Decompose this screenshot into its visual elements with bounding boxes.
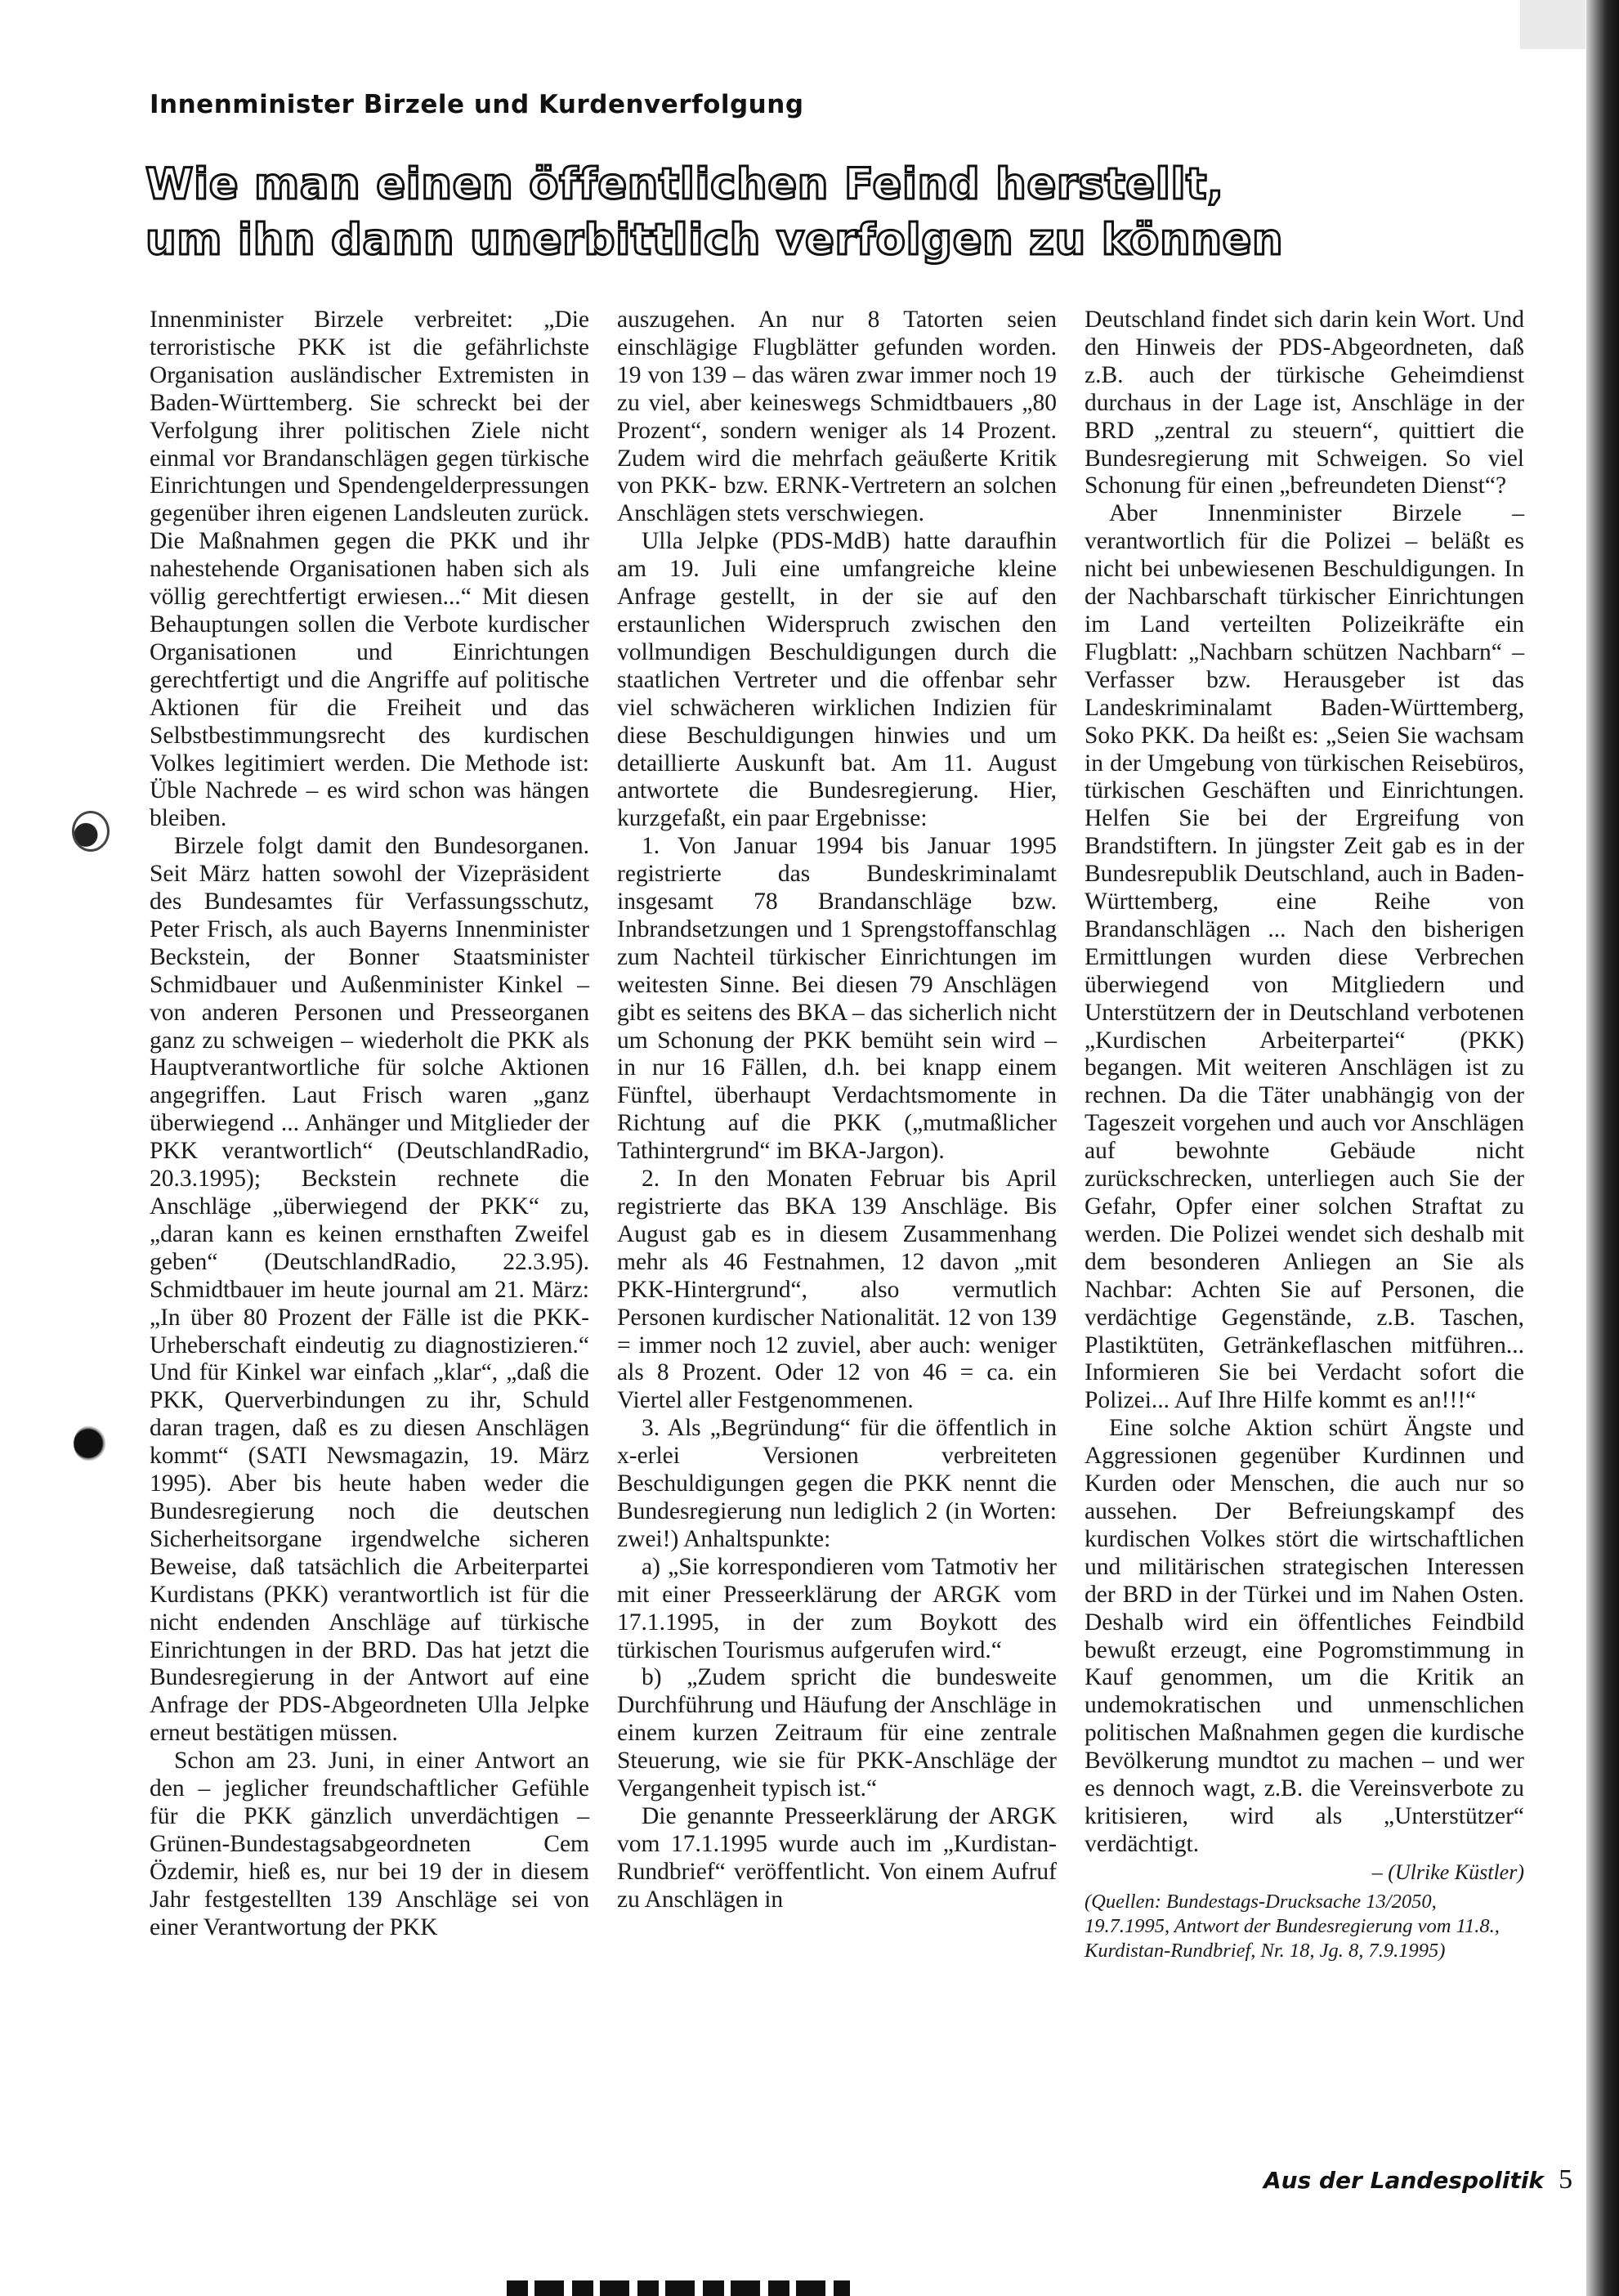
punch-hole-lower bbox=[74, 1425, 106, 1461]
quote-item: a) „Sie korrespondieren vom Tatmotiv her mit einer Presseerklärung der ARGK vom 17.1.1995, in der zum Boykott des türkischen Tourismus aufgerufen wird.“ bbox=[617, 1553, 1057, 1663]
scan-edge-right bbox=[1586, 0, 1619, 2296]
paragraph: Die genannte Presseerklärung der ARGK vom 17.1.1995 wurde auch im „Kurdistan-Rundbrief“ veröffentlicht. Von einem Aufruf zu Anschlägen in bbox=[617, 1802, 1057, 1913]
paragraph: Eine solche Aktion schürt Ängste und Aggressionen gegenüber Kurdinnen und Kurden oder Menschen, die auch nur so aussehen. Der Befreiungskampf des kurdischen Volkes stört die wirtschaftlichen und militärischen strategischen Interessen der BRD in der Türkei und im Nahen Osten. Deshalb wird ein öffentliches Feindbild bewußt erzeugt, eine Pogromstimmung in Kauf genommen, um die Kritik an undemokratischen und unmenschlichen politischen Maßnahmen gegen die kurdische Bevölkerung mundtot zu machen – und wer es dennoch wagt, z.B. die Vereinsverbote zu kritisieren, wird als „Unterstützer“ verdächtigt. bbox=[1085, 1415, 1524, 1857]
column-1 bbox=[150, 307, 589, 2154]
list-item: 1. Von Januar 1994 bis Januar 1995 registrierte das Bundeskriminalamt insgesamt 78 Brandanschläge bzw. Inbrandsetzungen und 1 Sprengstoffanschlag zum Nachteil türkischer Einrichtungen im weitesten Sinne. Bei diesen 79 Anschlägen gibt es seitens des BKA – das sicherlich nicht um Schonung der PKK bemüht sein wird – in nur 16 Fällen, d.h. bei knapp einem Fünftel, überhaupt Verdachtsmomente in Richtung auf die PKK („mutmaßlicher Tathintergrund“ im BKA-Jargon). bbox=[617, 833, 1057, 1165]
author-byline: – (Ulrike Küstler) bbox=[1371, 1860, 1524, 1884]
paragraph: Birzele folgt damit den Bundesorganen. Seit März hatten sowohl der Vizepräsident des Bundesamtes für Verfassungsschutz, Peter Frisch, als auch Bayerns Innenminister Beckstein, der Bonner Staatsminister Schmidbauer und Außenminister Kinkel – von anderen Personen und Presseorganen ganz zu schweigen – wiederholt die PKK als Hauptverantwortliche für solche Aktionen angegriffen. Laut Frisch waren „ganz überwiegend ... Anhänger und Mitglieder der PKK verantwortlich“ (DeutschlandRadio, 20.3.1995); Beckstein rechnete die Anschläge „überwiegend der PKK“ zu, „daran kann es keinen ernsthaften Zweifel geben“ (DeutschlandRadio, 22.3.95). Schmidtbauer im heute journal am 21. März: „In über 80 Prozent der Fälle ist die PKK-Urheberschaft eindeutig zu diagnostizieren.“ Und für Kinkel war einfach „klar“, „daß die PKK, Querverbindungen zu ihr, Schuld daran tragen, daß es zu diesen Anschlägen kommt“ (SATI Newsmagazin, 19. März 1995). Aber bis heute haben weder die Bundesregierung noch die deutschen Sicherheitsorgane irgendwelche sicheren Beweise, daß tatsächlich die Arbeiterpartei Kurdistans (PKK) verantwortlich ist für die nicht endenden Anschläge auf türkische Einrichtungen in der BRD. Das hat jetzt die Bundesregierung in der Antwort auf eine Anfrage der PDS-Abgeordneten Ulla Jelpke erneut bestätigen müssen. bbox=[150, 833, 589, 1747]
page-number: 5 bbox=[1559, 2164, 1573, 2195]
paragraph: auszugehen. An nur 8 Tatorten seien einschlägige Flugblätter gefunden worden. 19 von 139 – das wären zwar immer noch 19 zu viel, aber keineswegs Schmidtbauers „80 Prozent“, sondern weniger als 14 Prozent. Zudem wird die mehrfach geäußerte Kritik von PKK- bzw. ERNK-Vertretern an solchen Anschlägen stets verschwiegen. bbox=[617, 307, 1057, 527]
article-body bbox=[150, 307, 1527, 2154]
paragraph: Ulla Jelpke (PDS-MdB) hatte daraufhin am 19. Juli eine umfangreiche kleine Anfrage gestellt, in der sie auf den erstaunlichen Widerspruch zwischen den vollmundigen Beschuldigungen durch die staatlichen Vertreter und die offenbar sehr viel schwächeren wirklichen Indizien für diese Beschuldigungen hinwies und um detaillierte Auskunft bat. Am 11. August antwortete die Bundesregierung. Hier, kurzgefaßt, ein paar Ergebnisse: bbox=[617, 528, 1057, 832]
paragraph: Deutschland findet sich darin kein Wort. Und den Hinweis der PDS-Abgeordneten, daß z.B. auch der türkische Geheimdienst durchaus in der Lage ist, Anschläge in der BRD „zentral zu steuern“, quittiert die Bundesregierung mit Schweigen. So viel Schonung für einen „befreundeten Dienst“? bbox=[1085, 307, 1524, 499]
scan-artifact-bottom bbox=[507, 2280, 850, 2296]
punch-hole-upper bbox=[72, 811, 110, 852]
sources-note: (Quellen: Bundestags-Drucksache 13/2050, 19.7.1995, Antwort der Bundesregierung vom 11.8., Kurdistan-Rundbrief, Nr. 18, Jg. 8, 7.9.1995) bbox=[1085, 1890, 1500, 1962]
list-item: 2. In den Monaten Februar bis April registrierte das BKA 139 Anschläge. Bis August gab es in diesem Zusammenhang mehr als 46 Festnahmen, 12 davon „mit PKK-Hintergrund“, also vermutlich Personen kurdischer Nationalität. 12 von 139 = immer noch 12 zuviel, aber auch: weniger als 8 Prozent. Oder 12 von 46 = ca. ein Viertel aller Festgenommenen. bbox=[617, 1166, 1057, 1414]
section-name: Aus der Landespolitik bbox=[1263, 2167, 1545, 2194]
column-3 bbox=[1085, 307, 1524, 2154]
paragraph: Schon am 23. Juni, in einer Antwort an den – jeglicher freundschaftlicher Gefühle für die PKK gänzlich unverdächtigen – Grünen-Bundestagsabgeordneten Cem Özdemir, hieß es, nur bei 19 der in diesem Jahr festgestellten 139 Anschläge sei von einer Verantwortung der PKK bbox=[150, 1748, 589, 1940]
article-headline: Wie man einen öffentlichen Feind herstellt, um ihn dann unerbittlich verfolgen zu können bbox=[145, 159, 1284, 265]
paragraph: Aber Innenminister Birzele – verantwortlich für die Polizei – beläßt es nicht bei unbewiesenen Beschuldigungen. In der Nachbarschaft türkischer Einrichtungen im Land verteilten Polizeikräfte ein Flugblatt: „Nachbarn schützen Nachbarn“ – Verfasser bzw. Herausgeber ist das Landeskriminalamt Baden-Württemberg, Soko PKK. Da heißt es: „Seien Sie wachsam in der Umgebung von türkischen Reisebüros, türkischen Geschäften und Einrichtungen. Helfen Sie bei der Ergreifung von Brandstiftern. In jüngster Zeit gab es in der Bundesrepublik Deutschland, auch in Baden-Württemberg, eine Reihe von Brandanschlägen ... Nach den bisherigen Ermittlungen wurden diese Verbrechen überwiegend von Mitgliedern und Unterstützern der in Deutschland verbotenen „Kurdischen Arbeiterpartei“ (PKK) begangen. Mit weiteren Anschlägen ist zu rechnen. Da die Täter unabhängig von der Tageszeit vorgehen und auch vor Anschlägen auf bewohnte Gebäude nicht zurückschrecken, unterliegen auch Sie der Gefahr, Opfer einer solchen Straftat zu werden. Die Polizei wendet sich deshalb mit dem besonderen Anliegen an Sie als Nachbar: Achten Sie auf Personen, die verdächtige Gegenstände, z.B. Taschen, Plastiktüten, Getränkeflaschen mitführen... Informieren Sie bei Verdacht sofort die Polizei... Auf Ihre Hilfe kommt es an!!!“ bbox=[1085, 500, 1524, 1414]
scan-edge-top bbox=[1520, 0, 1585, 49]
paragraph: Innenminister Birzele verbreitet: „Die terroristische PKK ist die gefährlichste Organisation ausländischer Extremisten in Baden-Württemberg. Sie schreckt bei der Verfolgung ihrer politischen Ziele nicht einmal vor Brandanschlägen gegen türkische Einrichtungen und Spendengelderpressungen gegenüber ihren eigenen Landsleuten zurück. Die Maßnahmen gegen die PKK und ihr nahestehende Organisationen haben sich als völlig gerechtfertigt erwiesen...“ Mit diesen Behauptungen sollen die Verbote kurdischer Organisationen und Einrichtungen gerechtfertigt und die Angriffe auf politische Aktionen für die Freiheit und das Selbstbestimmungsrecht des kurdischen Volkes legitimiert werden. Die Methode ist: Üble Nachrede – es wird schon was hängen bleiben. bbox=[150, 307, 589, 832]
article-kicker: Innenminister Birzele und Kurdenverfolgung bbox=[150, 90, 804, 119]
quote-item: b) „Zudem spricht die bundesweite Durchführung und Häufung der Anschläge in einem kurzen Zeitraum für eine zentrale Steuerung, wie sie für PKK-Anschläge der Vergangenheit typisch ist.“ bbox=[617, 1664, 1057, 1802]
list-item: 3. Als „Begründung“ für die öffentlich in x-erlei Versionen verbreiteten Beschuldigungen gegen die PKK nennt die Bundesregierung nun lediglich 2 (in Worten: zwei!) Anhaltspunkte: bbox=[617, 1415, 1057, 1552]
column-2 bbox=[617, 307, 1057, 2154]
page-footer bbox=[1263, 2164, 1572, 2195]
